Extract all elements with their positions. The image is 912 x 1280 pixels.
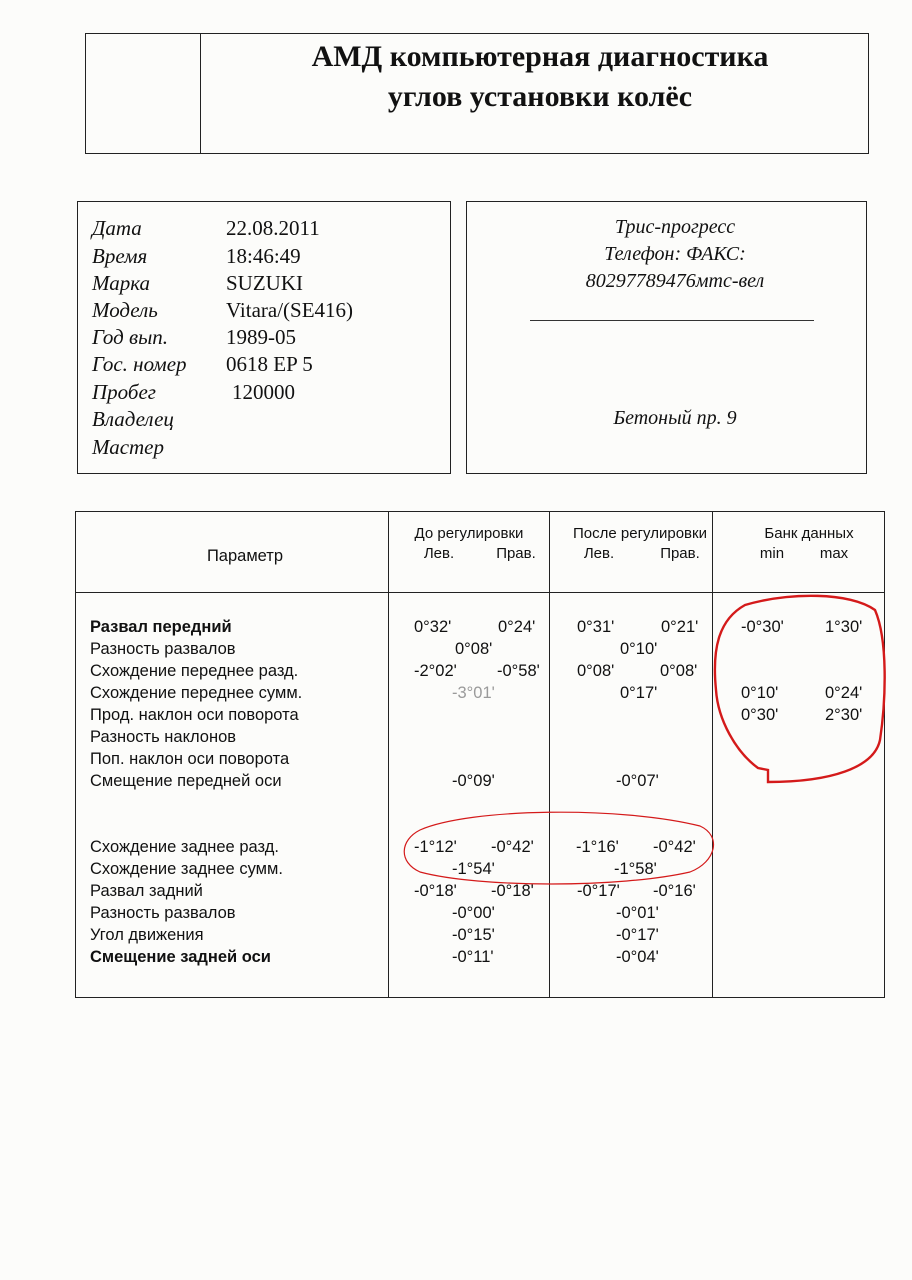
- info-label-mileage: Пробег: [92, 380, 156, 404]
- header-max: max: [819, 545, 849, 562]
- front-toe-after-left: 0°08': [577, 662, 615, 680]
- info-value-time: 18:46:49: [226, 244, 301, 268]
- company-phone: 80297789476мтс-вел: [585, 270, 765, 292]
- caster-min: 0°30': [741, 706, 779, 724]
- page-title-line2: углов установки колёс: [387, 80, 693, 113]
- rear-setback-before: -0°11': [452, 948, 494, 966]
- param-rear-setback: Смещение задней оси: [90, 948, 271, 966]
- rear-setback-after: -0°04': [616, 948, 659, 966]
- rear-toe-after-left: -1°16': [576, 838, 619, 856]
- rear-camber-after-right: -0°16': [653, 882, 696, 900]
- header-after: После регулировки: [573, 525, 707, 542]
- param-rear-camber: Развал задний: [90, 882, 203, 900]
- rear-toe-before-left: -1°12': [414, 838, 457, 856]
- param-front-camber: Развал передний: [90, 618, 232, 636]
- info-value-plate: 0618 EP 5: [226, 352, 313, 376]
- param-front-setback: Смещение передней оси: [90, 772, 282, 790]
- rear-camber-after-left: -0°17': [577, 882, 620, 900]
- param-rear-toe-total: Схождение заднее сумм.: [90, 860, 283, 878]
- front-camber-after-left: 0°31': [577, 618, 615, 636]
- front-camber-max: 1°30': [825, 618, 863, 636]
- info-label-year: Год вып.: [92, 325, 169, 349]
- front-camber-min: -0°30': [741, 618, 784, 636]
- thrust-angle-before: -0°15': [452, 926, 495, 944]
- table-header-divider: [75, 592, 885, 593]
- caster-max: 2°30': [825, 706, 863, 724]
- header-before: До регулировки: [414, 525, 524, 542]
- header-after-left: Лев.: [583, 545, 615, 562]
- front-toe-after-right: 0°08': [660, 662, 698, 680]
- company-divider: [530, 320, 814, 321]
- header-after-right: Прав.: [660, 545, 700, 562]
- info-label-owner: Владелец: [92, 407, 174, 431]
- company-phone-line: Телефон: ФАКС:: [604, 243, 746, 265]
- param-front-toe-total: Схождение переднее сумм.: [90, 684, 303, 702]
- rear-camber-diff-before: -0°00': [452, 904, 495, 922]
- front-toe-total-min: 0°10': [741, 684, 779, 702]
- company-box: [466, 201, 867, 474]
- front-camber-diff-before: 0°08': [455, 640, 493, 658]
- rear-camber-before-right: -0°18': [491, 882, 534, 900]
- page-title-line1: АМД компьютерная диагностика: [311, 40, 769, 73]
- front-setback-after: -0°07': [616, 772, 659, 790]
- info-value-model: Vitara/(SE416): [226, 298, 354, 322]
- info-label-time: Время: [92, 244, 148, 268]
- front-camber-before-right: 0°24': [498, 618, 536, 636]
- col-divider-2: [549, 512, 550, 997]
- param-caster-diff: Разность наклонов: [90, 728, 237, 746]
- info-label-model: Модель: [92, 298, 158, 322]
- header-before-left: Лев.: [423, 545, 455, 562]
- header-min: min: [759, 545, 785, 562]
- param-thrust-angle: Угол движения: [90, 926, 204, 944]
- param-front-camber-diff: Разность развалов: [90, 640, 236, 658]
- front-toe-total-max: 0°24': [825, 684, 863, 702]
- front-camber-after-right: 0°21': [661, 618, 699, 636]
- rear-toe-before-right: -0°42': [491, 838, 534, 856]
- info-label-date: Дата: [92, 216, 142, 240]
- rear-toe-total-after: -1°58': [614, 860, 657, 878]
- param-kpi: Поп. наклон оси поворота: [90, 750, 290, 768]
- front-toe-total-before: -3°01': [452, 684, 495, 702]
- info-label-plate: Гос. номер: [92, 352, 187, 376]
- rear-camber-diff-after: -0°01': [616, 904, 659, 922]
- header-bank: Банк данных: [764, 525, 854, 542]
- param-caster: Прод. наклон оси поворота: [90, 706, 299, 724]
- header-before-right: Прав.: [496, 545, 536, 562]
- rear-toe-total-before: -1°54': [452, 860, 495, 878]
- param-front-toe-ind: Схождение переднее разд.: [90, 662, 299, 680]
- front-toe-before-left: -2°02': [414, 662, 457, 680]
- rear-camber-before-left: -0°18': [414, 882, 457, 900]
- header-param: Параметр: [206, 547, 284, 565]
- info-value-year: 1989-05: [226, 325, 296, 349]
- info-label-master: Мастер: [92, 435, 165, 459]
- company-name: Трис-прогресс: [614, 216, 736, 238]
- thrust-angle-after: -0°17': [616, 926, 659, 944]
- info-value-make: SUZUKI: [226, 271, 303, 295]
- front-toe-total-after: 0°17': [620, 684, 658, 702]
- param-rear-camber-diff: Разность развалов: [90, 904, 236, 922]
- rear-toe-after-right: -0°42': [653, 838, 696, 856]
- front-toe-before-right: -0°58': [497, 662, 540, 680]
- col-divider-3: [712, 512, 713, 997]
- col-divider-1: [388, 512, 389, 997]
- param-rear-toe-ind: Схождение заднее разд.: [90, 838, 279, 856]
- company-address: Бетоный пр. 9: [613, 407, 737, 429]
- front-camber-diff-after: 0°10': [620, 640, 658, 658]
- info-value-date: 22.08.2011: [226, 216, 320, 240]
- front-camber-before-left: 0°32': [414, 618, 452, 636]
- info-value-mileage: 120000: [232, 380, 295, 404]
- front-setback-before: -0°09': [452, 772, 495, 790]
- info-label-make: Марка: [92, 271, 150, 295]
